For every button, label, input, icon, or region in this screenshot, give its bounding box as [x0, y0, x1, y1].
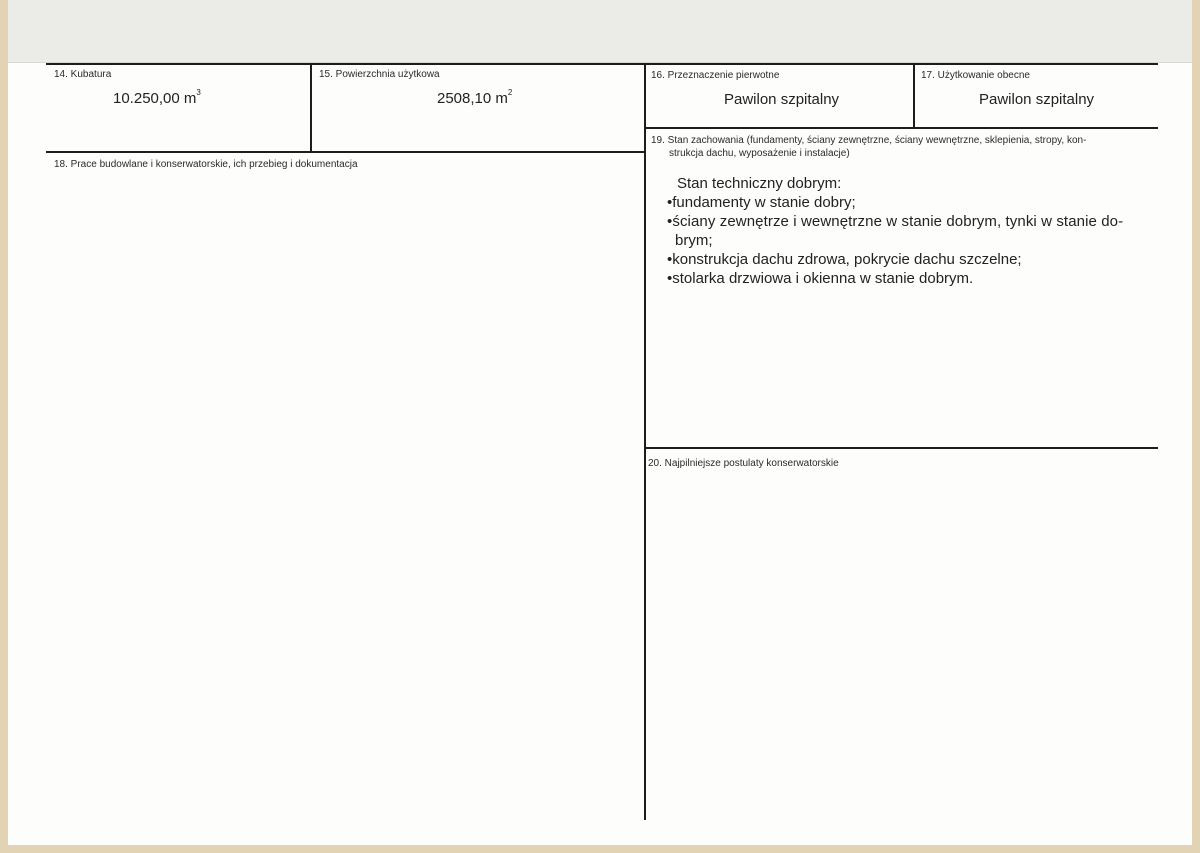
field-14-unit-exponent: 3: [196, 88, 201, 97]
field-14-label: 14. Kubatura: [54, 69, 112, 80]
field-18-label: 18. Prace budowlane i konserwatorskie, ich przebieg i dokumentacja: [54, 159, 358, 170]
field-19-item: brym;: [675, 232, 713, 249]
field-19-item: •ściany zewnętrze i wewnętrzne w stanie dobrym, tynki w stanie do-: [667, 213, 1124, 230]
field-19-content: [667, 174, 1147, 288]
field-17-value: Pawilon szpitalny: [979, 91, 1095, 108]
field-19-item: •stolarka drzwiowa i okienna w stanie dobrym.: [667, 270, 974, 287]
field-15-value-text: 2508,10 m: [437, 90, 508, 107]
divider-center: [644, 64, 646, 820]
field-19-label-line2: strukcja dachu, wyposażenie i instalacje): [669, 148, 850, 159]
field-15-label: 15. Powierzchnia użytkowa: [319, 69, 440, 80]
field-14-value: [113, 90, 201, 107]
field-15-value: [437, 90, 512, 107]
divider-16-17: [913, 64, 915, 128]
field-19-label-line1: 19. Stan zachowania (fundamenty, ściany zewnętrzne, ściany wewnętrzne, sklepienia, stropy, kon-: [651, 135, 1087, 146]
field-14-value-text: 10.250,00 m: [113, 90, 197, 107]
rule-right-row3: [645, 447, 1158, 449]
rule-right-row2: [645, 127, 1158, 129]
field-16-label: 16. Przeznaczenie pierwotne: [651, 70, 780, 81]
top-rule: [46, 63, 1158, 65]
field-17-label: 17. Użytkowanie obecne: [921, 70, 1030, 81]
top-strip: [8, 0, 1192, 63]
field-15-unit-exponent: 2: [507, 88, 513, 97]
rule-left-row2: [46, 151, 644, 153]
field-19-item: •fundamenty w stanie dobry;: [667, 194, 856, 211]
divider-14-15: [310, 64, 312, 152]
field-19-item: •konstrukcja dachu zdrowa, pokrycie dachu szczelne;: [667, 251, 1022, 268]
field-16-value: Pawilon szpitalny: [724, 91, 840, 108]
field-20-label: 20. Najpilniejsze postulaty konserwatorskie: [648, 458, 839, 469]
field-19-heading: Stan techniczny dobrym:: [677, 175, 842, 192]
